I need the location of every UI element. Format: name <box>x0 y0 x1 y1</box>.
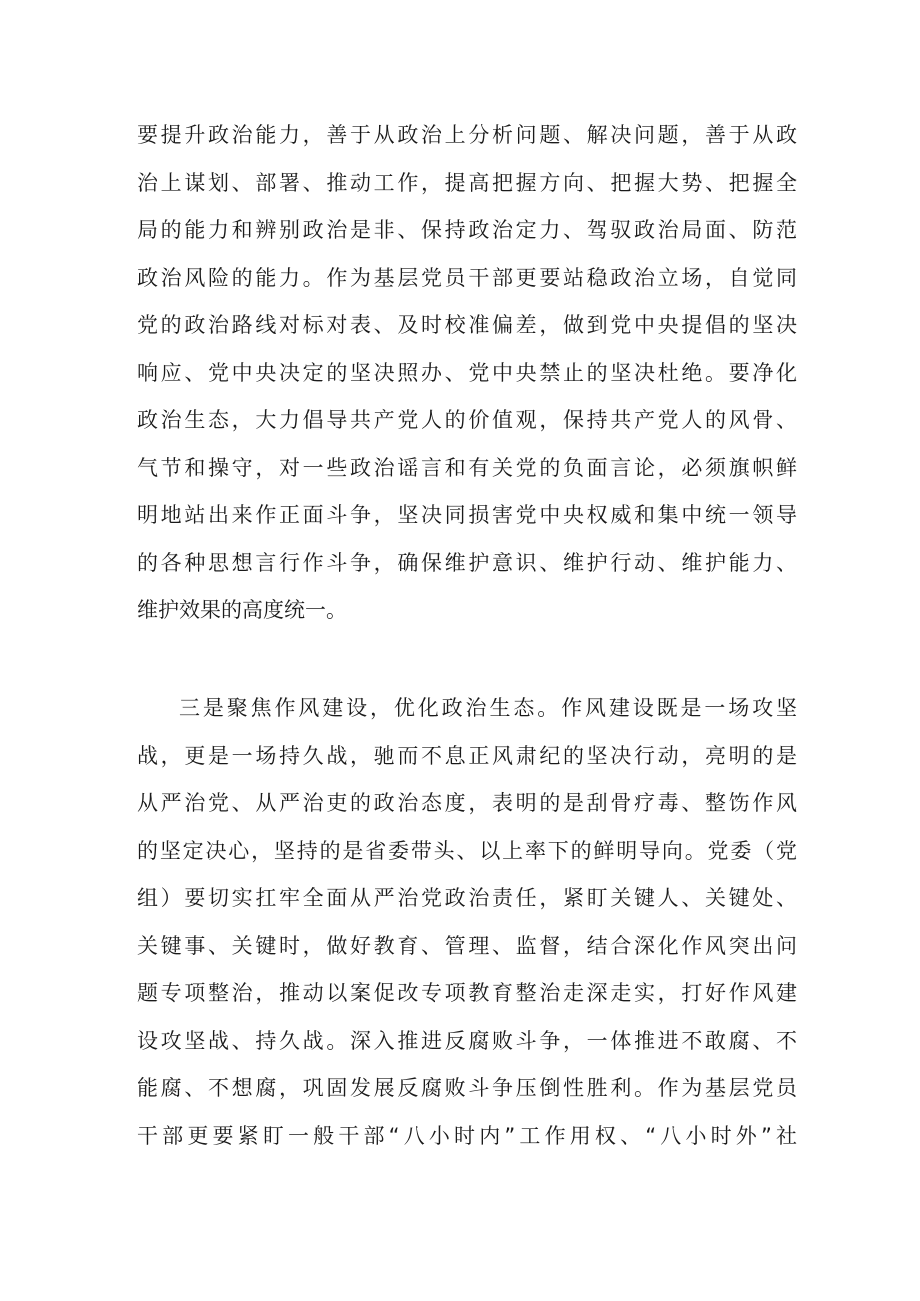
text-line: 响应、党中央决定的坚决照办、党中央禁止的坚决杜绝。要净化 <box>137 360 797 385</box>
text-line: 题专项整治，推动以案促改专项教育整治走深走实，打好作风建 <box>137 981 797 1005</box>
paragraph-political-capacity <box>137 112 797 635</box>
text-line: 要提升政治能力，善于从政治上分析问题、解决问题，善于从政 <box>137 123 797 147</box>
text-line: 气节和操守，对一些政治谣言和有关党的负面言论，必须旗帜鲜 <box>137 455 797 480</box>
text-line: 维护效果的高度统一。 <box>137 598 347 622</box>
text-line: 从严治党、从严治吏的政治态度，表明的是刮骨疗毒、整饬作风 <box>137 791 797 815</box>
text-line: 的坚定决心，坚持的是省委带头、以上率下的鲜明导向。党委（党 <box>137 838 797 863</box>
text-line: 能腐、不想腐，巩固发展反腐败斗争压倒性胜利。作为基层党员 <box>137 1076 797 1100</box>
text-line: 组）要切实扛牢全面从严治党政治责任，紧盯关键人、关键处、 <box>137 886 797 910</box>
text-line: 关键事、关键时，做好教育、管理、监督，结合深化作风突出问 <box>137 933 797 958</box>
text-line: 政治生态，大力倡导共产党人的价值观，保持共产党人的风骨、 <box>137 408 797 432</box>
paragraph-work-style <box>137 685 797 1160</box>
text-line: 局的能力和辨别政治是非、保持政治定力、驾驭政治局面、防范 <box>137 218 797 242</box>
text-line: 党的政治路线对标对表、及时校准偏差，做到党中央提倡的坚决 <box>137 313 797 337</box>
text-line: 治上谋划、部署、推动工作，提高把握方向、把握大势、把握全 <box>137 170 797 195</box>
text-line: 政治风险的能力。作为基层党员干部更要站稳政治立场，自觉同 <box>137 265 797 290</box>
text-line: 三是聚焦作风建设，优化政治生态。作风建设既是一场攻坚 <box>179 696 797 720</box>
text-line: 战，更是一场持久战，驰而不息正风肃纪的坚决行动，亮明的是 <box>137 743 797 768</box>
text-line: 的各种思想言行作斗争，确保维护意识、维护行动、维护能力、 <box>137 550 797 575</box>
text-line: 明地站出来作正面斗争，坚决同损害党中央权威和集中统一领导 <box>137 503 797 527</box>
text-line: 设攻坚战、持久战。深入推进反腐败斗争，一体推进不敢腐、不 <box>137 1028 797 1053</box>
text-line: 干部更要紧盯一般干部“八小时内”工作用权、“八小时外”社 <box>137 1123 797 1148</box>
